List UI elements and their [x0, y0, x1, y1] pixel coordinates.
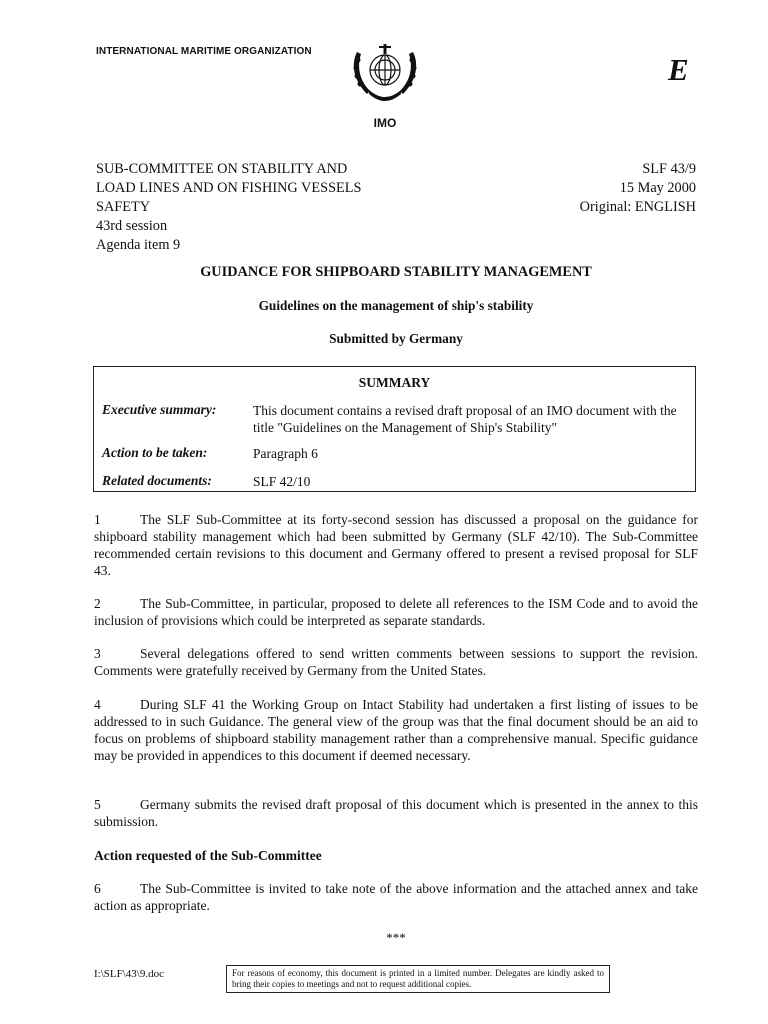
paragraph-number: 1 — [94, 512, 101, 527]
paragraph — [94, 696, 698, 764]
committee-line: SUB-COMMITTEE ON STABILITY AND — [96, 161, 348, 177]
paragraph-number: 2 — [94, 596, 101, 611]
summary-box — [93, 366, 696, 492]
executive-summary-text: This document contains a revised draft proposal of an IMO document with the title "Guidelines on the Management of Ship's Stability" — [253, 403, 677, 435]
summary-heading: SUMMARY — [358, 375, 431, 390]
related-documents-text: SLF 42/10 — [253, 474, 311, 489]
document-symbol: SLF 43/9 — [642, 161, 696, 177]
action-label: Action to be taken: — [102, 445, 208, 460]
action-requested-heading: Action requested of the Sub-Committee — [94, 848, 322, 863]
paragraph-text: During SLF 41 the Working Group on Intact Stability had undertaken a first listing of issues to be addressed to in such Guidance. The general view of the group was that the final document should be an aid to focus on problems of shipboard stability management rather than a comprehensive manual. Specific guidance may be provided in appendices to this document if deemed necessary. — [94, 697, 698, 763]
document-date: 15 May 2000 — [619, 180, 696, 196]
economy-note: For reasons of economy, this document is printed in a limited number. Delegates are kindly asked to bring their copies to meetings and not to request additional copies. — [226, 965, 610, 993]
paragraph-text: The Sub-Committee is invited to take note of the above information and the attached annex and take action as appropriate. — [94, 881, 698, 913]
paragraph-text: The SLF Sub-Committee at its forty-second session has discussed a proposal on the guidance for shipboard stability management which had been submitted by Germany (SLF 42/10). The Sub-Committee recommended certain revisions to this document and Germany offered to present a revised proposal for SLF 43. — [94, 512, 698, 578]
organization-name: INTERNATIONAL MARITIME ORGANIZATION — [96, 46, 312, 57]
paragraph-text: Several delegations offered to send written comments between sessions to support the revision. Comments were gratefully received by Germany from the United States. — [94, 646, 698, 678]
paragraph-number: 4 — [94, 697, 101, 712]
document-subtitle: Guidelines on the management of ship's stability — [258, 298, 534, 313]
file-path: I:\SLF\43\9.doc — [94, 968, 164, 980]
action-text: Paragraph 6 — [253, 446, 318, 461]
emblem-label: IMO — [373, 116, 397, 130]
document-title: GUIDANCE FOR SHIPBOARD STABILITY MANAGEMENT — [200, 264, 592, 280]
paragraph-number: 6 — [94, 881, 101, 896]
committee-line: LOAD LINES AND ON FISHING VESSELS — [96, 180, 362, 196]
end-marker: *** — [386, 930, 406, 945]
paragraph-number: 5 — [94, 797, 101, 812]
imo-emblem-icon — [345, 40, 425, 112]
paragraph-number: 3 — [94, 646, 101, 661]
paragraph-text: Germany submits the revised draft proposal of this document which is presented in the annex to this submission. — [94, 797, 698, 829]
committee-line: SAFETY — [96, 199, 151, 215]
committee-block — [96, 160, 361, 255]
session-line: 43rd session — [96, 218, 168, 234]
paragraph-text: The Sub-Committee, in particular, proposed to delete all references to the ISM Code and to avoid the inclusion of provisions which could be interpreted as separate standards. — [94, 596, 698, 628]
original-language: Original: ENGLISH — [579, 199, 696, 215]
agenda-line: Agenda item 9 — [96, 237, 181, 253]
paragraph — [94, 595, 698, 629]
paragraph — [94, 511, 698, 579]
language-code: E — [668, 52, 689, 87]
paragraph — [94, 880, 698, 914]
document-meta — [580, 160, 696, 217]
paragraph — [94, 796, 698, 830]
related-documents-label: Related documents: — [102, 473, 212, 488]
submitted-by: Submitted by Germany — [329, 331, 463, 346]
paragraph — [94, 645, 698, 679]
executive-summary-label: Executive summary: — [102, 402, 217, 417]
